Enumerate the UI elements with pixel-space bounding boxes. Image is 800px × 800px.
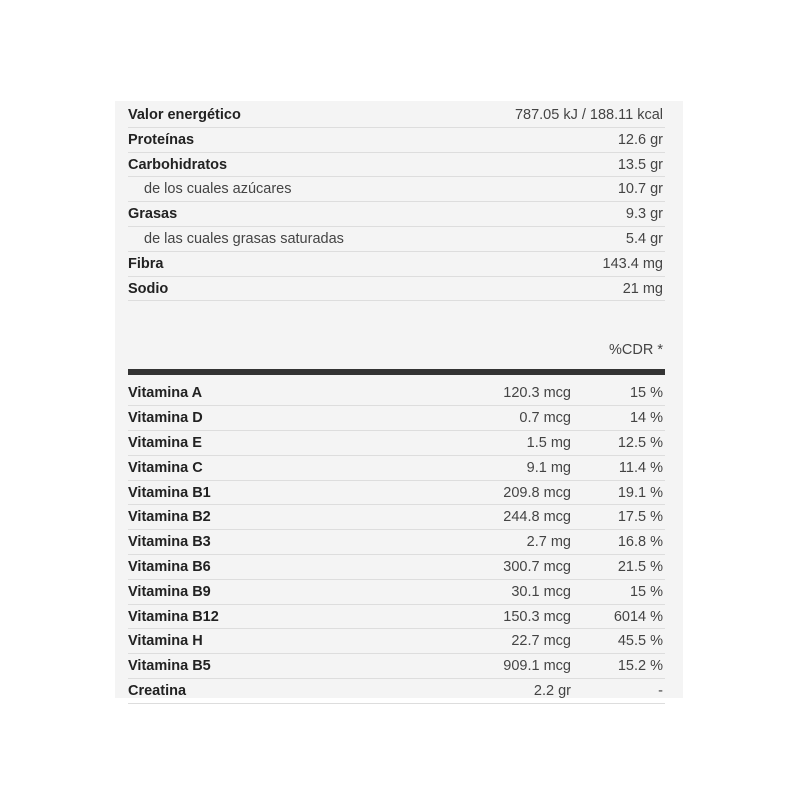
micronutrient-amount: 2.7 mg xyxy=(526,534,571,551)
nutrient-label: Carbohidratos xyxy=(128,156,228,173)
micronutrient-label: Vitamina D xyxy=(128,410,203,427)
nutrient-label: Sodio xyxy=(128,280,169,297)
micronutrient-row xyxy=(128,629,665,654)
micronutrient-amount: 120.3 mcg xyxy=(503,385,571,402)
micronutrient-row xyxy=(128,555,665,580)
micronutrient-amount: 2.2 gr xyxy=(533,682,571,699)
micronutrient-label: Vitamina B3 xyxy=(128,534,211,551)
micronutrient-amount: 209.8 mcg xyxy=(503,484,571,501)
micronutrient-row xyxy=(128,530,665,555)
micronutrient-amount: 30.1 mcg xyxy=(511,583,571,600)
nutrient-label: Proteínas xyxy=(128,131,195,148)
micronutrient-cdr: 15 % xyxy=(629,385,663,402)
nutrition-row-energy xyxy=(128,103,665,128)
nutrient-label: de los cuales azúcares xyxy=(144,181,292,198)
micronutrient-amount: 22.7 mcg xyxy=(511,633,571,650)
micronutrient-cdr: 14 % xyxy=(629,410,663,427)
nutrient-value: 10.7 gr xyxy=(617,181,663,198)
micronutrient-cdr: 15.2 % xyxy=(617,658,663,675)
micronutrient-cdr: - xyxy=(658,682,663,699)
nutrition-row-fat xyxy=(128,202,665,227)
micronutrient-amount: 9.1 mg xyxy=(526,459,571,476)
nutrition-panel xyxy=(115,101,683,698)
micronutrient-amount: 1.5 mg xyxy=(526,434,571,451)
nutrient-label: de las cuales grasas saturadas xyxy=(144,230,344,247)
nutrient-label: Grasas xyxy=(128,206,178,223)
micronutrient-label: Vitamina C xyxy=(128,459,203,476)
micronutrient-row xyxy=(128,406,665,431)
nutrition-row-sodium xyxy=(128,277,665,302)
micronutrient-row xyxy=(128,481,665,506)
nutrient-value: 143.4 mg xyxy=(602,255,663,272)
micronutrient-cdr: 6014 % xyxy=(613,608,663,625)
micronutrient-label: Vitamina B2 xyxy=(128,509,211,526)
nutrition-row-carbs xyxy=(128,153,665,178)
micronutrient-label: Vitamina B6 xyxy=(128,558,211,575)
micronutrient-cdr: 21.5 % xyxy=(617,558,663,575)
micronutrient-label: Vitamina B1 xyxy=(128,484,211,501)
micronutrient-row xyxy=(128,505,665,530)
micronutrient-cdr: 16.8 % xyxy=(617,534,663,551)
micronutrient-cdr: 19.1 % xyxy=(617,484,663,501)
nutrient-value: 5.4 gr xyxy=(625,230,663,247)
nutrient-value: 9.3 gr xyxy=(625,206,663,223)
micronutrient-cdr: 15 % xyxy=(629,583,663,600)
nutrition-table xyxy=(128,103,665,704)
nutrition-row-saturated-fat xyxy=(128,227,665,252)
nutrient-label: Valor energético xyxy=(128,107,241,123)
micronutrient-label: Creatina xyxy=(128,682,187,699)
section-divider xyxy=(128,369,665,375)
micronutrient-row xyxy=(128,605,665,630)
micronutrient-cdr: 12.5 % xyxy=(617,434,663,451)
section-spacer xyxy=(128,301,665,335)
micronutrient-row xyxy=(128,654,665,679)
micronutrient-row xyxy=(128,580,665,605)
micronutrient-row xyxy=(128,381,665,406)
micronutrient-label: Vitamina H xyxy=(128,633,203,650)
micronutrient-cdr: 45.5 % xyxy=(617,633,663,650)
nutrient-value: 12.6 gr xyxy=(617,131,663,148)
micronutrient-label: Vitamina E xyxy=(128,434,202,451)
micronutrient-row xyxy=(128,456,665,481)
micronutrient-cdr: 11.4 % xyxy=(618,459,663,476)
micronutrient-amount: 0.7 mcg xyxy=(519,410,571,427)
micronutrient-amount: 150.3 mcg xyxy=(503,608,571,625)
micronutrient-amount: 244.8 mcg xyxy=(503,509,571,526)
nutrition-row-protein xyxy=(128,128,665,153)
cdr-header-row xyxy=(128,335,665,365)
nutrient-value: 21 mg xyxy=(622,280,663,297)
micronutrient-row xyxy=(128,431,665,456)
nutrient-value: 787.05 kJ / 188.11 kcal xyxy=(514,107,663,123)
cdr-header-label: %CDR * xyxy=(609,342,663,359)
nutrition-row-fiber xyxy=(128,252,665,277)
micronutrient-label: Vitamina B9 xyxy=(128,583,211,600)
nutrient-label: Fibra xyxy=(128,255,164,272)
micronutrient-label: Vitamina A xyxy=(128,385,203,402)
micronutrient-amount: 909.1 mcg xyxy=(503,658,571,675)
nutrient-value: 13.5 gr xyxy=(617,156,663,173)
micronutrient-cdr: 17.5 % xyxy=(617,509,663,526)
micronutrient-amount: 300.7 mcg xyxy=(503,558,571,575)
micronutrient-row xyxy=(128,679,665,704)
micronutrient-label: Vitamina B12 xyxy=(128,608,219,625)
nutrition-row-sugars xyxy=(128,177,665,202)
micronutrient-label: Vitamina B5 xyxy=(128,658,211,675)
